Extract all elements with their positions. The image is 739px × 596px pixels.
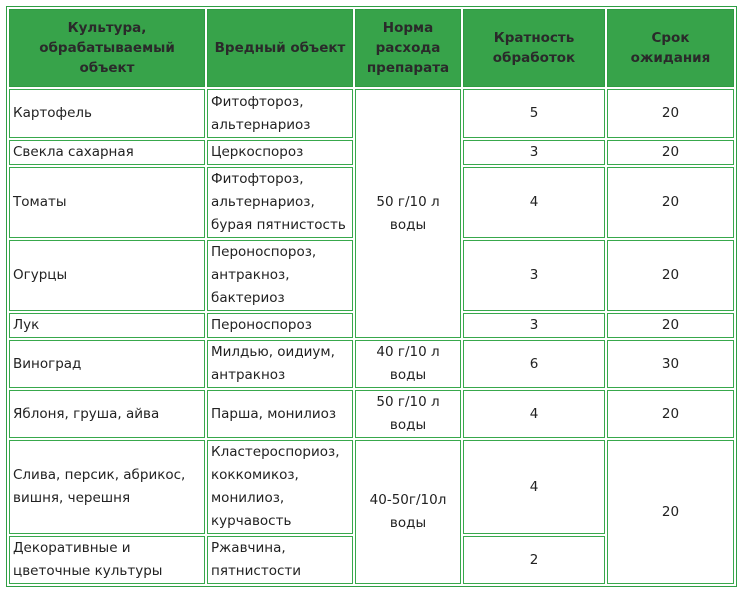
cell-waiting: 20 [607, 313, 734, 338]
cell-waiting: 20 [607, 89, 734, 138]
cell-rate-grape: 40 г/10 л воды [355, 340, 461, 388]
cell-culture: Огурцы [9, 240, 205, 311]
treatment-table-container [6, 6, 733, 587]
cell-culture: Слива, персик, абрикос, вишня, черешня [9, 440, 205, 534]
cell-multiplicity: 3 [463, 140, 605, 165]
header-culture: Культура, обрабатываемый объект [9, 9, 205, 87]
table-row [9, 440, 734, 534]
cell-waiting-shared: 20 [607, 440, 734, 584]
cell-waiting: 20 [607, 140, 734, 165]
cell-waiting: 20 [607, 240, 734, 311]
cell-culture: Декоративные и цветочные культуры [9, 536, 205, 584]
cell-multiplicity: 5 [463, 89, 605, 138]
cell-pest: Парша, монилиоз [207, 390, 353, 438]
header-pest: Вредный объект [207, 9, 353, 87]
cell-rate-apple: 50 г/10 л воды [355, 390, 461, 438]
table-row [9, 340, 734, 388]
header-waiting: Срок ожидания [607, 9, 734, 87]
cell-rate-group2: 40-50г/10л воды [355, 440, 461, 584]
cell-culture: Виноград [9, 340, 205, 388]
cell-multiplicity: 3 [463, 240, 605, 311]
cell-pest: Пероноспороз, антракноз, бактериоз [207, 240, 353, 311]
cell-pest: Фитофтороз, альтернариоз, бурая пятнистость [207, 167, 353, 238]
cell-pest: Милдью, оидиум, антракноз [207, 340, 353, 388]
cell-multiplicity: 4 [463, 390, 605, 438]
cell-culture: Картофель [9, 89, 205, 138]
cell-culture: Свекла сахарная [9, 140, 205, 165]
table-row [9, 89, 734, 138]
cell-waiting: 20 [607, 167, 734, 238]
treatment-table [6, 6, 737, 587]
cell-multiplicity: 4 [463, 440, 605, 534]
cell-multiplicity: 6 [463, 340, 605, 388]
cell-multiplicity: 4 [463, 167, 605, 238]
cell-pest: Кластероспориоз, коккомикоз, монилиоз, курчавость [207, 440, 353, 534]
table-header-row [9, 9, 734, 87]
cell-culture: Томаты [9, 167, 205, 238]
table-row [9, 390, 734, 438]
cell-rate-group1: 50 г/10 л воды [355, 89, 461, 338]
header-multiplicity: Кратность обработок [463, 9, 605, 87]
cell-multiplicity: 3 [463, 313, 605, 338]
cell-waiting: 30 [607, 340, 734, 388]
cell-pest: Церкоспороз [207, 140, 353, 165]
cell-pest: Пероноспороз [207, 313, 353, 338]
header-rate: Норма расхода препарата [355, 9, 461, 87]
cell-pest: Ржавчина, пятнистости [207, 536, 353, 584]
cell-multiplicity: 2 [463, 536, 605, 584]
cell-culture: Яблоня, груша, айва [9, 390, 205, 438]
cell-pest: Фитофтороз, альтернариоз [207, 89, 353, 138]
cell-waiting: 20 [607, 390, 734, 438]
cell-culture: Лук [9, 313, 205, 338]
